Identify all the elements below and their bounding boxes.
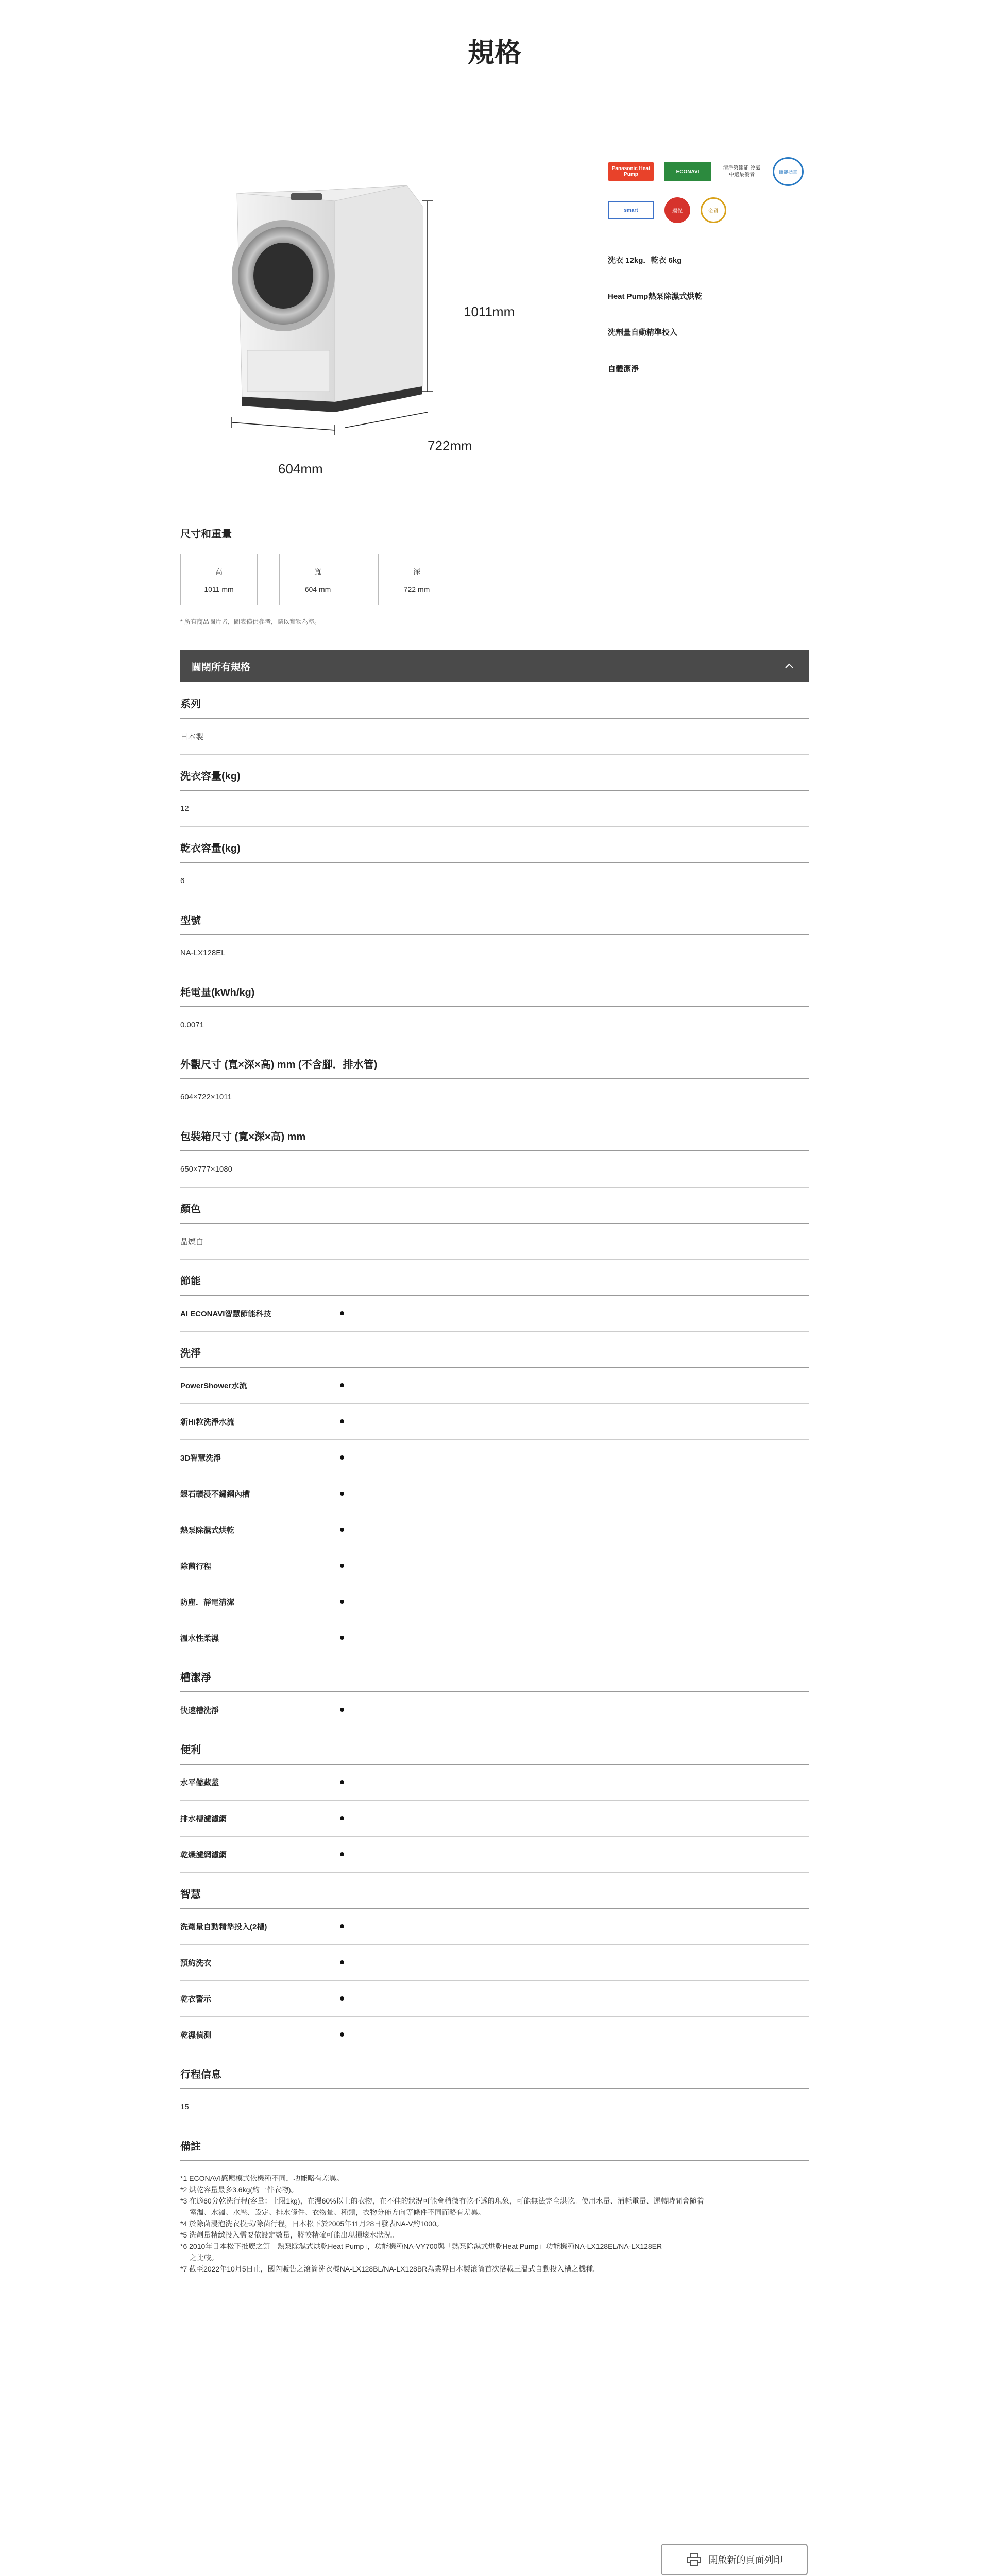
spec-row	[180, 1801, 809, 1837]
spec-row	[180, 1692, 809, 1728]
dimensions-title: 尺寸和重量	[180, 529, 232, 540]
spec-section-value: 0.0071	[180, 1007, 809, 1043]
spec-row	[180, 1440, 809, 1476]
bullet-dot-icon	[340, 1419, 344, 1423]
spec-section-title: 節能	[180, 1260, 809, 1296]
spec-row-label: AI ECONAVI智慧節能科技	[180, 1310, 271, 1318]
spec-section-title: 顏色	[180, 1188, 809, 1224]
specs-table	[180, 683, 809, 2275]
box-label: 寬	[314, 568, 321, 576]
note-line: *5 洗劑量精緻投入需要依設定數量，將較精確可能出現損壞水狀況。	[180, 2231, 399, 2239]
spec-row-label: 洗劑量自動精準投入(2槽)	[180, 1923, 267, 1931]
spec-row	[180, 1548, 809, 1584]
spec-section-title: 包裝箱尺寸 (寬×深×高) mm	[180, 1115, 809, 1151]
spec-row	[180, 1620, 809, 1656]
feature-item: 自體潔淨	[608, 364, 639, 374]
spec-row-label: 3D智慧洗淨	[180, 1454, 221, 1463]
eco-mark-icon: 環保	[664, 197, 690, 223]
bullet-dot-icon	[340, 1311, 344, 1315]
notes-body	[180, 2161, 809, 2275]
bullet-dot-icon	[340, 1708, 344, 1712]
bullet-dot-icon	[340, 1852, 344, 1856]
bullet-dot-icon	[340, 1960, 344, 1964]
feature-item: 洗衣 12kg．乾衣 6kg	[608, 242, 809, 278]
page-title: 規格	[467, 38, 521, 68]
spec-section-title: 行程信息	[180, 2053, 809, 2089]
spec-section-value: 6	[180, 863, 809, 899]
spec-section-value: 12	[180, 791, 809, 827]
spec-row	[180, 1296, 809, 1332]
spec-section-title: 型號	[180, 899, 809, 935]
bullet-dot-icon	[340, 1383, 344, 1387]
spec-row-label: 新Hi粒洗淨水流	[180, 1418, 235, 1427]
bullet-dot-icon	[340, 1455, 344, 1460]
spec-row	[180, 1945, 809, 1981]
certification-badges	[608, 157, 814, 234]
energy-label-icon: 節能標章	[773, 157, 804, 186]
spec-row	[180, 1837, 809, 1873]
bullet-dot-icon	[340, 1816, 344, 1820]
bullet-dot-icon	[340, 2032, 344, 2037]
spec-row-label: 除菌行程	[180, 1562, 212, 1571]
dimensions-note: * 所有商品圖片皆，圖表僅供參考，請以實物為準。	[180, 618, 321, 625]
height-label: 1011mm	[464, 304, 515, 319]
spec-row-label: 快速槽洗淨	[180, 1706, 219, 1715]
spec-row-label: 銀石礦浸不鏽鋼內槽	[180, 1490, 250, 1499]
spec-section-value: 604×722×1011	[180, 1079, 809, 1115]
spec-section-value: 650×777×1080	[180, 1151, 809, 1188]
bullet-dot-icon	[340, 1564, 344, 1568]
spec-row	[180, 1765, 809, 1801]
bullet-dot-icon	[340, 1924, 344, 1928]
print-button[interactable]	[661, 2544, 808, 2575]
gold-award-icon: 金質	[701, 197, 726, 223]
box-label: 高	[215, 568, 223, 576]
spec-row	[180, 1909, 809, 1945]
note-line: *2 烘乾容量最多3.6kg(約一件衣物)。	[180, 2185, 298, 2194]
bullet-dot-icon	[340, 1636, 344, 1640]
award-text: 清淨第節能 冷氣中選最優者	[723, 165, 761, 178]
spec-row-label: 預約洗衣	[180, 1959, 212, 1968]
spec-section-value: 晶燦白	[180, 1224, 809, 1260]
spec-row-label: 防塵．靜電清潔	[180, 1598, 235, 1607]
spec-row-label: 乾燥濾網濾網	[180, 1851, 227, 1859]
feature-item: 洗劑量自動精準投入	[608, 314, 809, 350]
accordion-title: 關閉所有規格	[192, 662, 251, 673]
spec-row-label: 乾濕偵測	[180, 2031, 212, 2040]
bullet-dot-icon	[340, 1492, 344, 1496]
spec-row-label: 溫水性柔濕	[180, 1634, 219, 1643]
note-line: 之比較。	[180, 2253, 218, 2262]
spec-row-label: 排水槽濾濾網	[180, 1815, 227, 1823]
bullet-dot-icon	[340, 1600, 344, 1604]
spec-row	[180, 1584, 809, 1620]
spec-row	[180, 1368, 809, 1404]
feature-item: Heat Pump熱泵除濕式烘乾	[608, 278, 809, 314]
smart-logo: smart	[608, 201, 654, 219]
printer-icon	[686, 2553, 702, 2566]
dimension-boxes	[180, 554, 455, 605]
width-box	[279, 554, 356, 605]
note-line: *3 在適60分乾洗行程(容量：上限1kg)，在濕60%以上的衣物，在不佳的狀況可能會稍微有乾不透的現象，可能無法完全烘乾。使用水量、消耗電量、運轉時間會隨着	[180, 2197, 704, 2205]
spec-section-title: 洗淨	[180, 1332, 809, 1368]
feature-list	[608, 242, 809, 386]
chevron-up-icon	[784, 660, 794, 671]
spec-section-title: 乾衣容量(kg)	[180, 827, 809, 863]
bullet-dot-icon	[340, 1996, 344, 2001]
spec-section-title: 耗電量(kWh/kg)	[180, 971, 809, 1007]
spec-section-title: 外觀尺寸 (寬×深×高) mm (不含腳．排水管)	[180, 1043, 809, 1079]
height-box	[180, 554, 258, 605]
depth-box	[378, 554, 455, 605]
bullet-dot-icon	[340, 1780, 344, 1784]
spec-row	[180, 2017, 809, 2053]
spec-section-value: NA-LX128EL	[180, 935, 809, 971]
box-value: 722 mm	[403, 585, 430, 594]
box-value: 1011 mm	[204, 585, 234, 594]
econavi-logo: ECONAVI	[664, 162, 711, 181]
spec-section-title: 槽潔淨	[180, 1656, 809, 1692]
spec-row	[180, 1476, 809, 1512]
spec-section-value: 15	[180, 2089, 809, 2125]
spec-section-title: 智慧	[180, 1873, 809, 1909]
spec-row	[180, 1404, 809, 1440]
width-label: 604mm	[278, 461, 323, 477]
spec-section-title: 便利	[180, 1728, 809, 1765]
heatpump-logo: Panasonic Heat Pump	[608, 162, 654, 181]
box-value: 604 mm	[304, 585, 331, 594]
note-line: *4 於除菌浸泡洗衣模式/除菌行程，日本松下於2005年11月28日發表NA-V約1000。	[180, 2219, 444, 2228]
spec-section-title: 洗衣容量(kg)	[180, 755, 809, 791]
spec-row	[180, 1512, 809, 1548]
specs-accordion-header[interactable]	[180, 650, 809, 682]
spec-row-label: 熱泵除濕式烘乾	[180, 1526, 235, 1535]
note-line: *7 截至2022年10月5日止，國內販售之滾筒洗衣機NA-LX128BL/NA-LX128BR為業界日本製滾筒首次搭載三溫式自動投入槽之機種。	[180, 2265, 601, 2273]
bullet-dot-icon	[340, 1528, 344, 1532]
spec-row-label: 乾衣警示	[180, 1995, 212, 2004]
note-line: 室溫、水溫、水壓、設定、排水條件、衣物量、種類，衣物分佈方向等條件不同而略有差異。	[180, 2208, 485, 2216]
box-label: 深	[413, 568, 420, 576]
note-line: *6 2010年日本松下推廣之節「熱泵除濕式烘乾Heat Pump」，功能機種NA-VY700與「熱泵除濕式烘乾Heat Pump」功能機種NA-LX128EL/NA-LX128ER	[180, 2242, 662, 2250]
notes-title: 備註	[180, 2125, 809, 2161]
spec-row-label: PowerShower水流	[180, 1382, 247, 1391]
spec-section-value: 日本製	[180, 719, 809, 755]
print-label: 開啟新的頁面列印	[708, 2555, 783, 2565]
spec-row-label: 水平儲藏蓋	[180, 1778, 219, 1787]
product-image	[180, 149, 551, 489]
depth-label: 722mm	[428, 438, 472, 453]
spec-row	[180, 1981, 809, 2017]
spec-section-title: 系列	[180, 683, 809, 719]
note-line: *1 ECONAVI感應模式依機種不同，功能略有差異。	[180, 2174, 344, 2182]
